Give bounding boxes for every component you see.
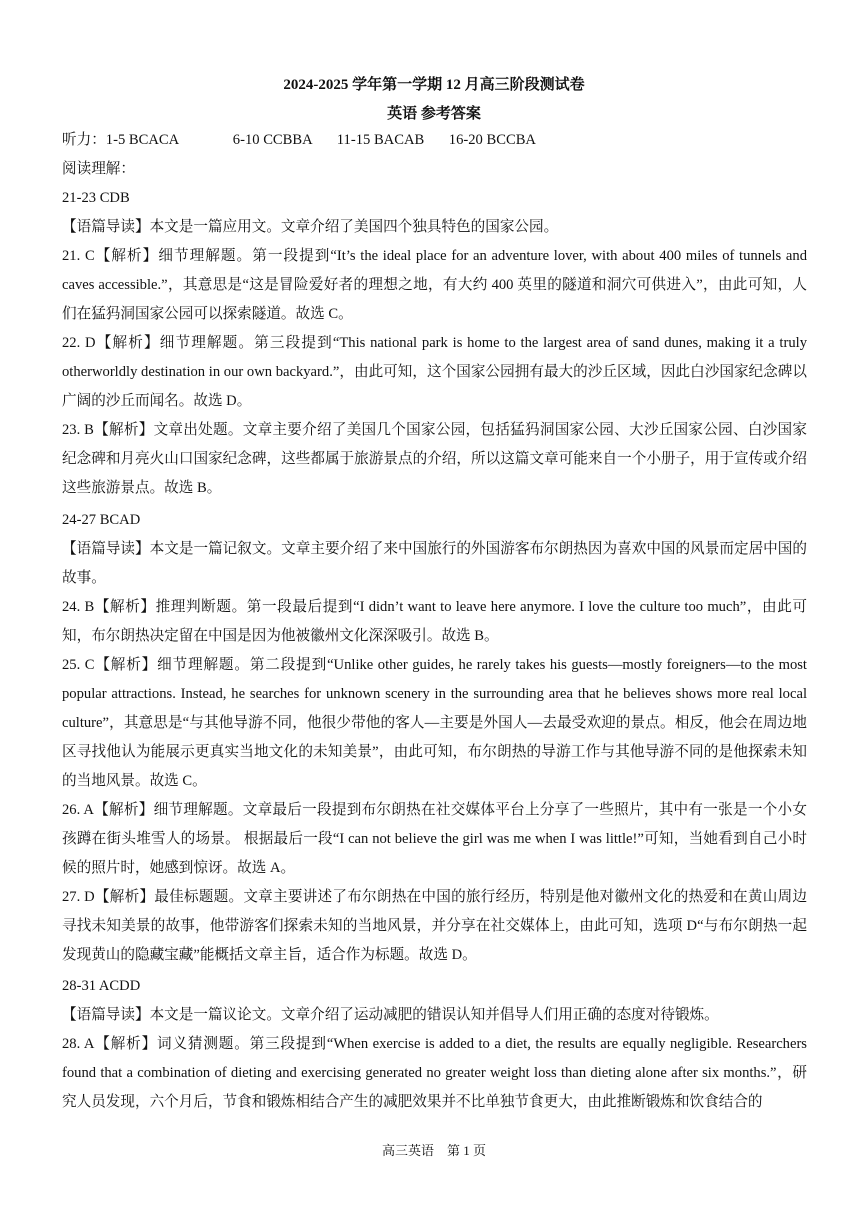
answer-item: 26. A【解析】细节理解题。文章最后一段提到布尔朗热在社交媒体平台上分享了一些照片，其中有一张是一个小女孩蹲在街头堆雪人的场景。 根据最后一段“I can not believe the girl was me when I was little!”可知，当她看到自己小时候的照片时，她感到惊讶。故选 A。 [62,802,807,876]
page-subtitle: 英语 参考答案 [387,106,481,122]
listening-label: 听力： [62,132,106,148]
section-guide: 【语篇导读】本文是一篇记叙文。文章主要介绍了来中国旅行的外国游客布尔朗热因为喜欢中国的风景而定居中国的故事。 [62,541,807,586]
page-footer: 高三英语 第 1 页 [381,1143,486,1158]
page-title: 2024-2025 学年第一学期 12 月高三阶段测试卷 [283,77,585,93]
answer-item: 22. D【解析】细节理解题。第三段提到“This national park is home to the largest area of sand dunes, making it a truly otherworldly destination in our own backyard.”，由此可知，这个国家公园拥有最大的沙丘区域，因此白沙国家纪念碑以广阔的沙丘而闻名。故选 D。 [62,335,807,409]
listening-group: 11-15 BACAB [336,132,425,148]
section-guide: 【语篇导读】本文是一篇议论文。文章介绍了运动减肥的错误认知并倡导人们用正确的态度对待锻炼。 [62,1007,719,1023]
listening-group: 6-10 CCBBA [232,132,313,148]
listening-group: 16-20 BCCBA [448,132,536,148]
reading-label: 阅读理解： [62,161,135,177]
section-range: 24-27 BCAD [62,512,141,528]
answer-item: 28. A【解析】词义猜测题。第三段提到“When exercise is added to a diet, the results are equally negligible. Researchers found that a combination of dieting and exercising generated no greater weight loss than dieting alone after six months.”，研究人员发现，六个月后，节食和锻炼相结合产生的减肥效果并不比单独节食更大，由此推断锻炼和饮食结合的 [62,1036,807,1110]
answer-item: 23. B【解析】文章出处题。文章主要介绍了美国几个国家公园，包括猛犸洞国家公园、大沙丘国家公园、白沙国家纪念碑和月亮火山口国家纪念碑，这些都属于旅游景点的介绍，所以这篇文章可能来自一个小册子，用于宣传或介绍这些旅游景点。故选 B。 [62,422,807,496]
answer-item: 25. C【解析】细节理解题。第二段提到“Unlike other guides, he rarely takes his guests—mostly foreigners—to the most popular attractions. Instead, he searches for unknown scenery in the surrounding area that he believes shows more real local culture”，其意思是“与其他导游不同，他很少带他的客人—主要是外国人—去最受欢迎的景点。相反，他会在周边地区寻找他认为能展示更真实当地文化的未知美景”，由此可知，布尔朗热的导游工作与其他导游不同的是他探索未知的当地风景。故选 C。 [62,657,807,789]
section-guide: 【语篇导读】本文是一篇应用文。文章介绍了美国四个独具特色的国家公园。 [62,219,559,235]
section-range: 21-23 CDB [62,190,130,206]
listening-group: 1-5 BCACA [105,132,180,148]
answer-item: 24. B【解析】推理判断题。第一段最后提到“I didn’t want to leave here anymore. I love the culture too much”，由此可知，布尔朗热决定留在中国是因为他被徽州文化深深吸引。故选 B。 [62,599,807,644]
answer-item: 27. D【解析】最佳标题题。文章主要讲述了布尔朗热在中国的旅行经历，特别是他对徽州文化的热爱和在黄山周边寻找未知美景的故事，他带游客们探索未知的当地风景，并分享在社交媒体上，由此可知，选项 D“与布尔朗热一起发现黄山的隐藏宝藏”能概括文章主旨，适合作为标题。故选 D。 [62,889,807,963]
section-range: 28-31 ACDD [62,978,141,994]
listening-answers [62,131,807,149]
answer-item: 21. C【解析】细节理解题。第一段提到“It’s the ideal place for an adventure lover, with about 400 miles of tunnels and caves accessible.”，其意思是“这是冒险爱好者的理想之地，有大约 400 英里的隧道和洞穴可供进入”，由此可知，人们在猛犸洞国家公园可以探索隧道。故选 C。 [62,248,807,322]
